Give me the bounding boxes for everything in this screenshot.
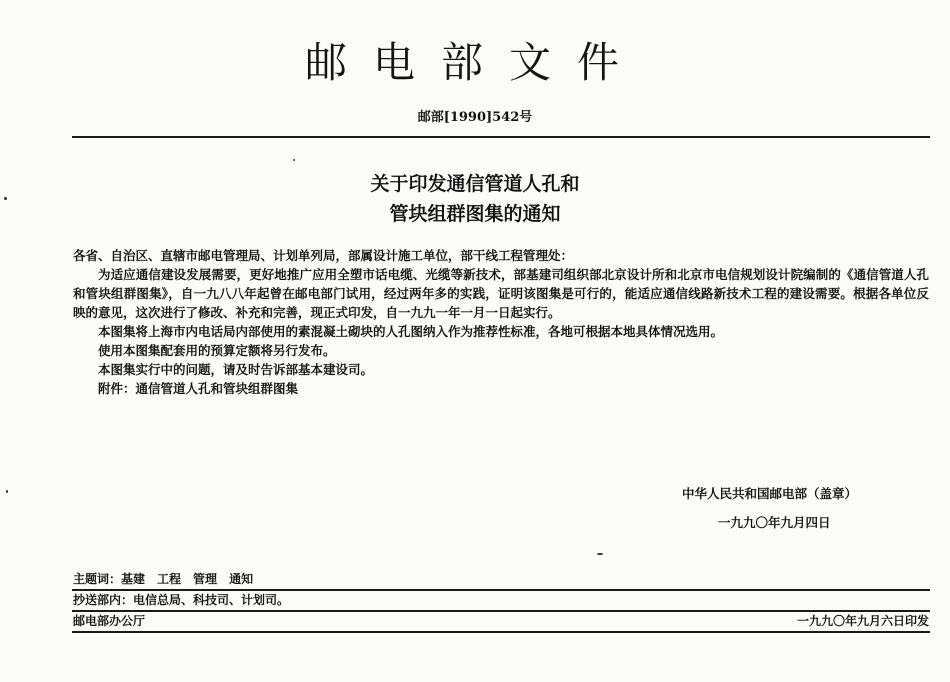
scan-speck: [6, 490, 8, 493]
notice-title-line-1: 关于印发通信管道人孔和: [370, 173, 580, 195]
signature-date: 一九九〇年九月四日: [718, 515, 831, 530]
document-number: 邮部[1990]542号: [417, 110, 533, 125]
addressee-line: 各省、自治区、直辖市邮电管理局、计划单列局，部属设计施工单位，部干线工程管理处：: [73, 248, 574, 263]
body-paragraph-4: 本图集实行中的问题，请及时告诉部基本建设司。: [98, 362, 374, 377]
footer-rule-3: [72, 631, 930, 633]
attachment-line: 附件：通信管道人孔和管块组群图集: [98, 381, 299, 396]
header-rule: [72, 136, 930, 138]
signature-organization: 中华人民共和国邮电部（盖章）: [682, 486, 858, 501]
issuer-office: 邮电部办公厅: [73, 614, 146, 628]
body-paragraph-2: 本图集将上海市内电话局内部使用的素混凝土砌块的人孔图纳入作为推荐性标准，各地可根据本地具体情况选用。: [98, 324, 724, 339]
body-paragraph-3: 使用本图集配套用的预算定额将另行发布。: [98, 343, 336, 358]
keyword-item: 通知: [229, 572, 254, 586]
footer-rule-1: [72, 589, 930, 591]
cc-label: 抄送部内：: [73, 593, 134, 607]
issuer-line: [73, 613, 929, 629]
keywords-line: [73, 571, 929, 587]
keyword-item: 管理: [193, 572, 218, 586]
footer-rule-2: [72, 610, 930, 612]
scan-speck: [293, 159, 295, 161]
cc-line: [73, 592, 929, 608]
print-date: 一九九〇年九月六日印发: [796, 614, 929, 628]
scan-speck: [4, 197, 7, 200]
keyword-item: 工程: [157, 572, 182, 586]
body-paragraph-1: 为适应通信建设发展需要，更好地推广应用全塑市话电缆、光缆等新技术，部基建司组织部北京设计所和北京市电信规划设计院编制的《通信管道人孔和管块组群图集》，自一九八八年起曾在邮电部门试用，经过两年多的实践，证明该图集是可行的，能适应通信线路新技术工程的建设需要。根据各单位反映的意见，这次进行了修改、补充和完善，现正式印发，自一九九一年一月一日起实行。: [73, 267, 929, 320]
cc-value: 电信总局、科技司、计划司。: [133, 593, 290, 607]
keyword-item: 基建: [121, 572, 146, 586]
notice-body: [73, 246, 929, 398]
keywords-label: 主题词：: [73, 572, 122, 586]
scan-speck: [597, 553, 603, 555]
notice-title-line-2: 管块组群图集的通知: [389, 203, 561, 225]
document-masthead: 邮电部文件: [304, 38, 645, 87]
